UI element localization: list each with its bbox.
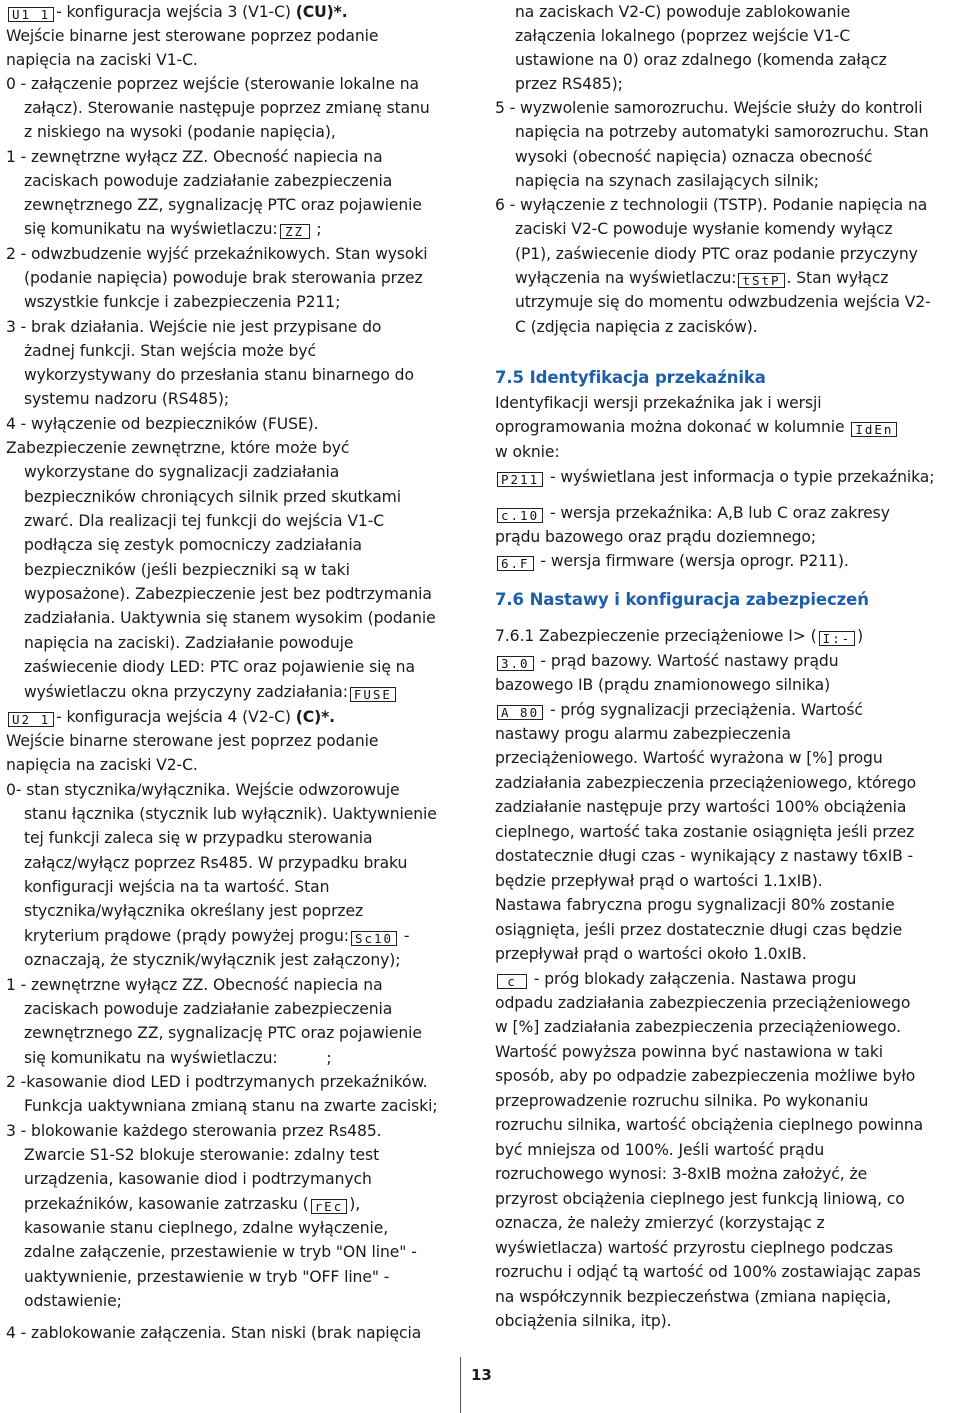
text-line: osiągnięta, jeśli przez dostatecznie długi czas będzie [495, 921, 903, 939]
text-line: stanu łącznika (stycznik lub wyłącznik). Uaktywnienie [24, 805, 437, 823]
display-glyph-c: c [497, 974, 527, 989]
text-line: rozruchu i odjąć tą wartość od 100% zostawiając zapas [495, 1263, 921, 1281]
text-line: 1 - zewnętrzne wyłącz ZZ. Obecność napiecia na [6, 976, 383, 994]
text-line: się komunikatu na wyświetlaczu: ; [24, 1049, 332, 1067]
text-line: na zaciskach V2-C) powoduje zablokowanie [515, 3, 851, 21]
text-line: P211 - wyświetlana jest informacja o typie przekaźnika; [495, 465, 934, 489]
text-line: prądu bazowego oraz prądu doziemnego; [495, 528, 816, 546]
text-line: U1 1 - konfiguracja wejścia 3 (V1-C) (CU)*. [6, 0, 348, 24]
text-line: kasowanie stanu cieplnego, zdalne wyłączenie, [24, 1219, 389, 1237]
text-line: napięcia na zaciski V1-C. [6, 51, 198, 69]
text-line: wysoki (obecność napięcia) oznacza obecność [515, 148, 873, 166]
text-line: przyrost obciążenia cieplnego jest funkcją liniową, co [495, 1190, 905, 1208]
text-line: rozruchu silnika, wartość obciążenia cieplnego powinna [495, 1116, 924, 1134]
text-line: utrzymuje się do momentu odwzbudzenia wejścia V2- [515, 293, 931, 311]
text-line: Wartość powyższa powinna być nastawiona w taki [495, 1043, 883, 1061]
text-line: cieplnego, wartość taka zostanie osiągnięta jeśli przez [495, 823, 915, 841]
text-line: przepływał prąd o wartości około 1.0xIB. [495, 945, 807, 963]
text-line: Zwarcie S1-S2 blokuje sterowanie: zdalny test [24, 1146, 380, 1164]
text-line: w [%] zadziałania zabezpieczenia przeciążeniowego. [495, 1018, 901, 1036]
text-line: przeciążeniowego. Wartość wyrażona w [%] progu [495, 749, 883, 767]
text-line: obciążenia silnika, itp). [495, 1312, 672, 1330]
display-glyph-zz: ZZ [280, 224, 310, 239]
text-line: być mniejsza od 100%. Jeśli wartość prądu [495, 1141, 825, 1159]
section-heading-7-6: 7.6 Nastawy i konfiguracja zabezpieczeń [495, 590, 869, 609]
text-line: oznacza, że należy zmierzyć (korzystając z [495, 1214, 825, 1232]
section-heading-7-5: 7.5 Identyfikacja przekaźnika [495, 368, 766, 387]
display-glyph-tstp: tStP [738, 273, 784, 288]
text-line: przeprowadzenie rozruchu silnika. Po wykonaniu [495, 1092, 869, 1110]
text-line: napięcia na potrzeby automatyki samorozruchu. Stan [515, 123, 929, 141]
text-line: ustawione na 0) oraz zdalnego (komenda załącz [515, 51, 887, 69]
display-glyph-iden: IdEn [851, 422, 897, 437]
text-line: odpadu zadziałania zabezpieczenia przeciążeniowego [495, 994, 911, 1012]
text-line: wszystkie funkcje i zabezpieczenia P211; [24, 293, 341, 311]
text-line: napięcia na zaciski V2-C. [6, 756, 198, 774]
display-glyph-sc10: Sc10 [351, 931, 397, 946]
text-line: c.10 - wersja przekaźnika: A,B lub C oraz zakresy [495, 501, 890, 525]
text-line: 3 - blokowanie każdego sterowania przez Rs485. [6, 1122, 382, 1140]
text-line: zewnętrznego ZZ, sygnalizację PTC oraz pojawienie [24, 1024, 422, 1042]
text-line: systemu nadzoru (RS485); [24, 390, 230, 408]
text-line: 3 - brak działania. Wejście nie jest przypisane do [6, 318, 382, 336]
text-line: Nastawa fabryczna progu sygnalizacji 80% zostanie [495, 896, 895, 914]
text-line: załącz/wyłącz poprzez Rs485. W przypadku braku [24, 854, 408, 872]
display-glyph-30: 3.0 [497, 656, 534, 671]
text-line: 4 - zablokowanie załączenia. Stan niski (brak napięcia [6, 1324, 422, 1342]
text-line: podłącza się zestyk pomocniczy zadziałania [24, 536, 363, 554]
text-line: Identyfikacji wersji przekaźnika jak i wersji [495, 394, 822, 412]
text-line: Zabezpieczenie zewnętrzne, które może być [6, 439, 350, 457]
text-line: zaświecenie diody LED: PTC oraz pojawienie się na [24, 658, 415, 676]
text-line: nastawy progu alarmu zabezpieczenia [495, 725, 791, 743]
text-line: napięcia na zaciski). Zadziałanie powoduje [24, 634, 354, 652]
blank-glyph-slot [280, 1050, 320, 1065]
text-line: U2 1 - konfiguracja wejścia 4 (V2-C) (C)*. [6, 705, 335, 729]
page-number: 13 [471, 1366, 492, 1384]
text-line: c - próg blokady załączenia. Nastawa progu [495, 967, 856, 991]
display-glyph-u1: U1 1 [8, 7, 54, 22]
text-line: oznaczają, że stycznik/wyłącznik jest załączony); [24, 951, 401, 969]
text-line: przekaźników, kasowanie zatrzasku ( rEc ), [24, 1195, 361, 1214]
text-line: zadziałania zabezpieczenia przeciążeniowego, którego [495, 774, 917, 792]
text-line: 7.6.1 Zabezpieczenie przeciążeniowe I> ( I:- ) [495, 627, 864, 646]
text-line: C (zdjęcia napięcia z zacisków). [515, 318, 758, 336]
text-line: załącz). Sterowanie następuje poprzez zmianę stanu [24, 99, 430, 117]
display-glyph-ir: I:- [819, 631, 856, 646]
text-line: tej funkcji zaleca się w przypadku sterowania [24, 829, 373, 847]
text-line: zaciskach powoduje zadziałanie zabezpieczenia [24, 1000, 393, 1018]
text-line: na współczynnik bezpieczeństwa (zmiana napięcia, [495, 1288, 892, 1306]
text-line: 2 - odwzbudzenie wyjść przekaźnikowych. Stan wysoki [6, 245, 428, 263]
display-glyph-rec: rEc [311, 1199, 348, 1214]
display-glyph-u2: U2 1 [8, 712, 54, 727]
text-line: bazowego IB (prądu znamionowego silnika) [495, 676, 831, 694]
text-line: wykorzystywany do przesłania stanu binarnego do [24, 366, 414, 384]
text-line: wyświetlaczu okna przyczyny zadziałania: FUSE [24, 680, 398, 704]
text-line: będzie przepływał prąd o wartości 1.1xIB). [495, 872, 823, 890]
text-line: w oknie: [495, 443, 560, 461]
text-line: zadziałania. Uaktywnia się stanem wysokim (podanie [24, 609, 436, 627]
text-line: zaciski V2-C powoduje wysłanie komendy wyłącz [515, 220, 893, 238]
text-line: odstawienie; [24, 1292, 122, 1310]
text-line: zwarć. Dla realizacji tej funkcji do wejścia V1-C [24, 512, 385, 530]
text-line: bezpieczników chroniących silnik przed skutkami [24, 488, 401, 506]
text-line: 6.F - wersja firmware (wersja oprogr. P211). [495, 549, 849, 573]
text-line: wyłączenia na wyświetlaczu: tStP . Stan wyłącz [515, 269, 889, 288]
text-line: Wejście binarne jest sterowane poprzez podanie [6, 27, 379, 45]
text-line: 6 - wyłączenie z technologii (TSTP). Podanie napięcia na [495, 196, 928, 214]
text-line: Wejście binarne sterowane jest poprzez podanie [6, 732, 379, 750]
page-number-rule [460, 1357, 461, 1413]
text-line: wykorzystane do sygnalizacji zadziałania [24, 463, 340, 481]
text-line: dostatecznie długi czas - wynikający z nastawy t6xIB - [495, 847, 914, 865]
text-line: sposób, aby po odpadzie zabezpieczenia możliwe było [495, 1067, 916, 1085]
text-line: zewnętrznego ZZ, sygnalizację PTC oraz pojawienie [24, 196, 422, 214]
text-line: wyposażone). Zabezpieczenie jest bez podtrzymania [24, 585, 432, 603]
text-line: oprogramowania można dokonać w kolumnie IdEn [495, 415, 899, 439]
text-line: 2 -kasowanie diod LED i podtrzymanych przekaźników. [6, 1073, 428, 1091]
text-line: urządzenia, kasowanie diod i podtrzymanych [24, 1170, 372, 1188]
text-line: żadnej funkcji. Stan wejścia może być [24, 342, 316, 360]
text-line: 1 - zewnętrzne wyłącz ZZ. Obecność napiecia na [6, 148, 383, 166]
text-line: uaktywnienie, przestawienie w tryb "OFF line" - [24, 1268, 390, 1286]
text-line: 0 - załączenie poprzez wejście (sterowanie lokalne na [6, 75, 419, 93]
text-line: Funkcja uaktywniana zmianą stanu na zwarte zaciski; [24, 1097, 438, 1115]
text-line: z niskiego na wysoki (podanie napięcia), [24, 123, 336, 141]
text-line: zdalne załączenie, przestawienie w tryb "ON line" - [24, 1243, 417, 1261]
text-line: 3.0 - prąd bazowy. Wartość nastawy prądu [495, 649, 839, 673]
text-line: rozruchowego wynosi: 3-8xIB można założyć, że [495, 1165, 868, 1183]
text-line: 4 - wyłączenie od bezpieczników (FUSE). [6, 415, 319, 433]
display-glyph-6f: 6.F [497, 556, 534, 571]
text-line: napięcia na szynach zasilających silnik; [515, 172, 819, 190]
text-line: 5 - wyzwolenie samorozruchu. Wejście służy do kontroli [495, 99, 923, 117]
text-line: kryterium prądowe (prądy powyżej progu: Sc10 - [24, 927, 410, 946]
text-line: bezpieczników (jeśli bezpieczniki są w taki [24, 561, 350, 579]
text-line: zadziałanie następuje przy wartości 100% obciążenia [495, 798, 907, 816]
text-line: 0- stan stycznika/wyłącznika. Wejście odwzorowuje [6, 781, 400, 799]
text-line: się komunikatu na wyświetlaczu: ZZ ; [24, 220, 322, 239]
text-line: A 80 - próg sygnalizacji przeciążenia. Wartość [495, 698, 863, 722]
display-glyph-p211: P211 [497, 472, 543, 487]
display-glyph-fuse: FUSE [350, 687, 396, 702]
text-line: (podanie napięcia) powoduje brak sterowania przez [24, 269, 423, 287]
text-line: wyświetlacza) wartość przyrostu cieplnego podczas [495, 1239, 894, 1257]
text-line: stycznika/wyłącznika określany jest poprzez [24, 902, 364, 920]
text-line: konfiguracji wejścia na ta wartość. Stan [24, 878, 330, 896]
display-glyph-c10: c.10 [497, 508, 543, 523]
display-glyph-a80: A 80 [497, 705, 543, 720]
text-line: zaciskach powoduje zadziałanie zabezpieczenia [24, 172, 393, 190]
text-line: załączenia lokalnego (poprzez wejście V1-C [515, 27, 851, 45]
text-line: (P1), zaświecenie diody PTC oraz podanie przyczyny [515, 245, 918, 263]
text-line: przez RS485); [515, 75, 623, 93]
